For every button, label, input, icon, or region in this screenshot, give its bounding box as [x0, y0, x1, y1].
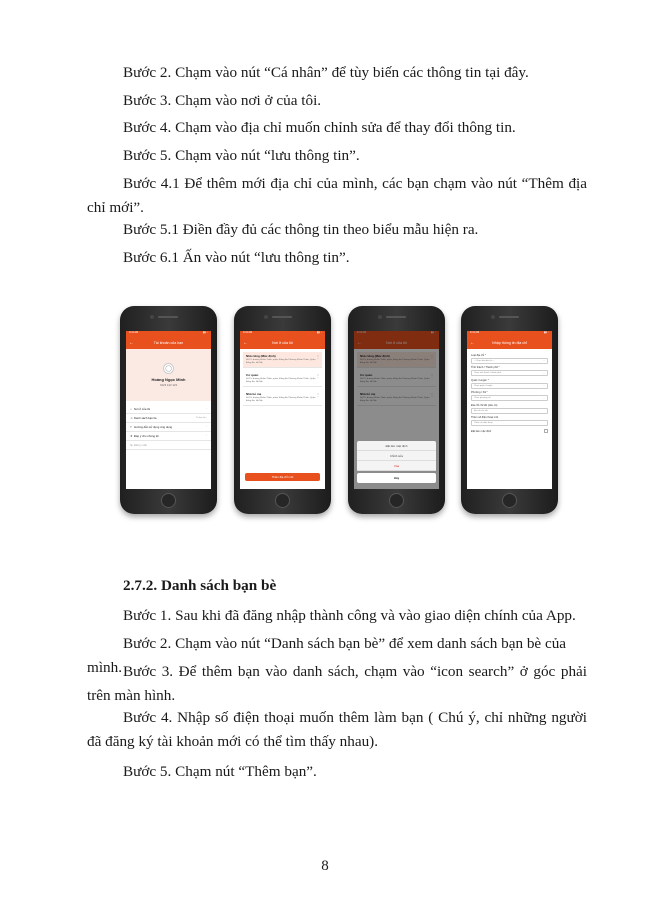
- section-heading: 2.7.2. Danh sách bạn bè: [123, 577, 277, 594]
- home-button: [275, 493, 290, 508]
- address-form: [467, 349, 552, 435]
- page-number: 8: [321, 858, 329, 874]
- friends-icon: ☺: [130, 416, 134, 420]
- default-address-toggle[interactable]: Đặt làm mặc định: [471, 429, 548, 433]
- menu-item-logout[interactable]: ↪ Đăng xuất: [126, 441, 211, 450]
- district-label: Quận / Huyện *: [471, 378, 489, 382]
- address-card[interactable]: Nhà riêng (Mặc định) Số 15, đường Khâm Thiên, quận, Đống Đa Phường Khâm Thiên, Quận Đống Đa, Hà Nội ⋮: [243, 352, 322, 368]
- delete-option[interactable]: Xóa: [357, 461, 436, 471]
- account-title: Tài khoản của bạn: [153, 340, 184, 345]
- action-sheet-options: [357, 441, 436, 471]
- province-label: Tỉnh thành / Thành phố *: [471, 366, 500, 369]
- friends-step-3: Bước 3. Để thêm bạn vào danh sách, chạm vào “icon search” ở góc phải trên màn hình.: [87, 663, 587, 704]
- help-icon: ?: [130, 425, 132, 429]
- logout-icon: ↪: [130, 443, 133, 447]
- friends-step-4: Bước 4. Nhập số điện thoại muốn thêm làm bạn ( Chú ý, chỉ những người đã đăng ký tài khoản mới có thể tìm thấy nhau).: [87, 709, 587, 750]
- friends-step-2: Bước 2. Chạm vào nút “Danh sách bạn bè” để xem danh sách bạn bè của mình.: [87, 635, 567, 676]
- phone-screenshots-figure: [118, 306, 558, 516]
- menu-item-guide[interactable]: ? Hướng dẫn sử dụng ứng dụng ›: [126, 423, 211, 432]
- step-5: Bước 5. Chạm vào nút “lưu thông tin”.: [123, 147, 360, 164]
- home-icon: ⌂: [130, 407, 132, 411]
- step-5-1: Bước 5.1 Điền đầy đủ các thông tin theo biểu mẫu hiện ra.: [123, 221, 479, 238]
- camera-dot: [378, 315, 382, 319]
- friends-step-5: Bước 5. Chạm nút “Thêm bạn”.: [123, 763, 317, 780]
- province-select[interactable]: Chọn tỉnh thành / thành phố ⌄: [471, 370, 548, 376]
- account-appbar: [126, 336, 211, 349]
- action-sheet: [357, 441, 436, 483]
- home-button: [502, 493, 517, 508]
- camera-dot: [491, 315, 495, 319]
- menu-item-my-address[interactable]: ⌂ Nơi ở của tôi ›: [126, 405, 211, 414]
- address-card[interactable]: Cơ quan Số 15, đường Khâm Thiên, quận, Đống Đa Phường Khâm Thiên, Quận Đống Đa, Hà Nội ⋮: [243, 371, 322, 387]
- back-icon[interactable]: ←: [243, 339, 248, 346]
- status-bar: 9:41 AM ▮▮ ◔: [467, 331, 552, 336]
- status-bar: 9:41 AM ▮▮ ◔: [354, 331, 439, 336]
- address-form-screen: [467, 331, 552, 489]
- camera-dot: [150, 315, 154, 319]
- set-default-option[interactable]: Đặt làm mặc định: [357, 441, 436, 451]
- phone-addresses: [234, 306, 331, 514]
- form-title: Nhập thông tin địa chỉ: [492, 340, 527, 345]
- addresses-appbar: [240, 336, 325, 349]
- district-select[interactable]: Chọn quận / huyện ⌄: [471, 383, 548, 389]
- step-3: Bước 3. Chạm vào nơi ở của tôi.: [123, 92, 322, 109]
- ward-select[interactable]: Chọn phường xã ⌄: [471, 395, 548, 401]
- address-card[interactable]: Nhà bố mẹ Số 15, đường Khâm Thiên, quận, Đống Đa Phường Khâm Thiên, Quận Đống Đa, Hà Nội ⋮: [243, 390, 322, 406]
- chevron-down-icon: ⌄: [543, 397, 545, 400]
- add-address-button[interactable]: Thêm địa chỉ mới: [245, 473, 320, 481]
- step-4-1: Bước 4.1 Để thêm mới địa chỉ của mình, các bạn chạm vào nút “Thêm địa chỉ mới”.: [87, 175, 587, 216]
- star-icon: ★: [130, 434, 133, 438]
- phone-number-input[interactable]: Thêm số điện thoại: [471, 420, 548, 426]
- cancel-button[interactable]: Hủy: [357, 473, 436, 483]
- home-button: [389, 493, 404, 508]
- back-icon[interactable]: ←: [129, 339, 134, 346]
- phone-number-label: Thêm số điện thoại mới: [471, 416, 499, 419]
- step-6-1: Bước 6.1 Ấn vào nút “lưu thông tin”.: [123, 249, 350, 266]
- address-card[interactable]: Cơ quan Số 15, đường Khâm Thiên, quận, Đống Đa Phường Khâm Thiên, Quận Đống Đa, Hà Nội ⋮: [357, 371, 436, 387]
- speaker-slot: [499, 316, 519, 318]
- step-2: Bước 2. Chạm vào nút “Cá nhân” để tùy biến các thông tin tại đây.: [123, 64, 529, 81]
- speaker-slot: [386, 316, 406, 318]
- address-type-label: Loại địa chỉ *: [471, 353, 486, 357]
- chevron-down-icon: ⌄: [543, 360, 545, 362]
- ward-label: Phường / Xã *: [471, 391, 488, 394]
- menu-item-friends[interactable]: ☺ Danh sách bạn bè 20 bạn bè ›: [126, 414, 211, 423]
- address-type-select[interactable]: -- Chọn loại địa chỉ -- ⌄: [471, 358, 548, 364]
- checkbox[interactable]: [544, 429, 548, 433]
- speaker-slot: [272, 316, 292, 318]
- speaker-slot: [158, 316, 178, 318]
- account-screen: [126, 331, 211, 489]
- home-button: [161, 493, 176, 508]
- addresses-screen: [240, 331, 325, 489]
- camera-dot: [264, 315, 268, 319]
- profile-phone: 0123 123 123: [159, 383, 178, 387]
- step-4: Bước 4. Chạm vào địa chỉ muốn chỉnh sửa để thay đổi thông tin.: [123, 119, 516, 136]
- status-bar: 9:41 AM ▮▮ ◔: [240, 331, 325, 336]
- action-sheet-screen: [354, 331, 439, 489]
- more-icon[interactable]: ⋮: [430, 392, 434, 397]
- more-icon[interactable]: ⋮: [430, 354, 434, 359]
- form-appbar: [467, 336, 552, 349]
- address-card[interactable]: Nhà bố mẹ Số 15, đường Khâm Thiên, quận, Đống Đa Phường Khâm Thiên, Quận Đống Đa, Hà Nội ⋮: [357, 390, 436, 406]
- more-icon[interactable]: ⋮: [316, 373, 320, 378]
- back-icon[interactable]: ←: [357, 339, 362, 346]
- more-icon[interactable]: ⋮: [430, 373, 434, 378]
- phone-account: [120, 306, 217, 514]
- chevron-down-icon: ⌄: [543, 385, 545, 387]
- back-icon[interactable]: ←: [470, 339, 475, 346]
- chevron-down-icon: ⌄: [543, 372, 545, 375]
- avatar[interactable]: ◯: [163, 363, 174, 374]
- addresses-title: Nơi ở của tôi: [272, 340, 293, 345]
- detail-address-input[interactable]: Địa chỉ chi tiết: [471, 408, 548, 414]
- addresses-title: Nơi ở của tôi: [386, 340, 407, 345]
- profile-name: Hoàng Ngọc Minh: [151, 377, 186, 382]
- more-icon[interactable]: ⋮: [316, 392, 320, 397]
- address-card[interactable]: Nhà riêng (Mặc định) Số 15, đường Khâm Thiên, quận, Đống Đa Phường Khâm Thiên, Quận Đống Đa, Hà Nội ⋮: [357, 352, 436, 368]
- edit-option[interactable]: Chỉnh sửa: [357, 451, 436, 461]
- phone-address-form: [461, 306, 558, 514]
- status-bar: 9:41 AM ▮▮ ◔: [126, 331, 211, 336]
- menu-item-feedback[interactable]: ★ Đáp ý cho chúng tôi ›: [126, 432, 211, 441]
- friends-step-1: Bước 1. Sau khi đã đăng nhập thành công và vào giao diện chính của App.: [123, 607, 576, 624]
- detail-address-label: Địa chỉ chi tiết (nếu có): [471, 403, 498, 407]
- profile-header: [126, 349, 211, 401]
- phone-action-sheet: [348, 306, 445, 514]
- more-icon[interactable]: ⋮: [316, 354, 320, 359]
